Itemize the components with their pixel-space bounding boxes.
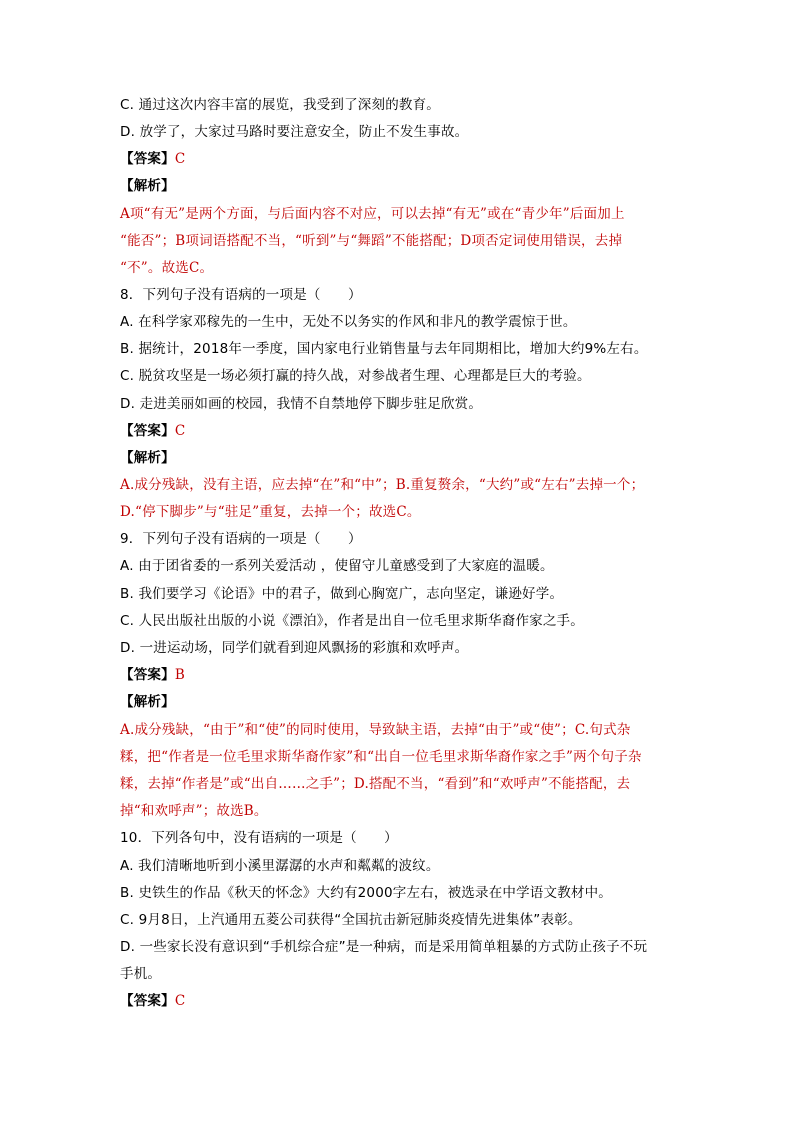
q9-answer (120, 665, 185, 685)
q10-option-c: C. 9月8日，上汽通用五菱公司获得“全国抗击新冠肺炎疫情先进集体”表彰。 (120, 912, 582, 928)
q8-analysis-line: D.“停下脚步”与“驻足”重复，去掉一个；故选C。 (120, 504, 421, 520)
answer-value: B (174, 667, 185, 683)
q8-analysis-line: A.成分残缺，没有主语，应去掉“在”和“中”；B.重复赘余，“大约”或“左右”去掉一个； (120, 477, 645, 493)
q9-analysis-line: 掉“和欢呼声”；故选B。 (120, 803, 268, 819)
q8-option-a: A. 在科学家邓稼先的一生中，无处不以务实的作风和非凡的教学震惊于世。 (120, 314, 577, 330)
q9-stem: 9．下列句子没有语病的一项是（ ） (120, 531, 362, 547)
q8-answer (120, 421, 185, 441)
q8-option-c: C. 脱贫攻坚是一场必须打赢的持久战，对参战者生理、心理都是巨大的考验。 (120, 368, 591, 384)
q9-option-c: C. 人民出版社出版的小说《漂泊》，作者是出自一位毛里求斯华裔作家之手。 (120, 613, 584, 629)
q8-option-b: B. 据统计，2018年一季度，国内家电行业销售量与去年同期相比，增加大约9%左右。 (120, 341, 648, 357)
q7-analysis-line: “不”。故选C。 (120, 260, 214, 276)
q7-analysis-line: A项“有无”是两个方面，与后面内容不对应，可以去掉“有无”或在“青少年”后面加上 (120, 206, 625, 222)
q7-answer (120, 149, 185, 169)
q9-analysis-line: 糅，去掉“作者是”或“出自……之手”；D.搭配不当，“看到”和“欢呼声”不能搭配，去 (120, 776, 631, 792)
q10-answer (120, 991, 185, 1011)
q8-option-d: D. 走进美丽如画的校园，我情不自禁地停下脚步驻足欣赏。 (120, 396, 483, 412)
q7-analysis-label: 【解析】 (120, 178, 175, 194)
answer-label: 【答案】 (120, 993, 175, 1009)
q9-option-b: B. 我们要学习《论语》中的君子，做到心胸宽广，志向坚定，谦逊好学。 (120, 586, 564, 602)
q9-analysis-line: 糅，把“作者是一位毛里求斯华裔作家”和“出自一位毛里求斯华裔作家之手”两个句子杂 (120, 749, 642, 765)
q9-option-d: D. 一进运动场，同学们就看到迎风飘扬的彩旗和欢呼声。 (120, 640, 469, 656)
q8-stem: 8．下列句子没有语病的一项是（ ） (120, 287, 362, 303)
answer-label: 【答案】 (120, 667, 175, 683)
q9-analysis-label: 【解析】 (120, 694, 175, 710)
q9-analysis-line: A.成分残缺，“由于”和“使”的同时使用，导致缺主语，去掉“由于”或“使”；C.句式杂 (120, 722, 631, 738)
q7-option-d: D. 放学了，大家过马路时要注意安全，防止不发生事故。 (120, 124, 469, 140)
q9-option-a: A. 由于团省委的一系列关爱活动 ，使留守儿童感受到了大家庭的温暖。 (120, 558, 554, 574)
q7-analysis-line: “能否”；B项词语搭配不当，“听到”与“舞蹈”不能搭配；D项否定词使用错误，去掉 (120, 233, 623, 249)
answer-value: C (174, 151, 186, 167)
answer-value: C (174, 993, 186, 1009)
q10-option-a: A. 我们清晰地听到小溪里潺潺的水声和粼粼的波纹。 (120, 858, 440, 874)
q8-analysis-label: 【解析】 (120, 450, 175, 466)
answer-value: C (174, 423, 186, 439)
q10-stem: 10．下列各句中，没有语病的一项是（ ） (120, 830, 398, 846)
q7-option-c: C. 通过这次内容丰富的展览，我受到了深刻的教育。 (120, 97, 441, 113)
q10-option-b: B. 史铁生的作品《秋天的怀念》大约有2000字左右，被选录在中学语文教材中。 (120, 885, 612, 901)
answer-label: 【答案】 (120, 151, 175, 167)
q10-option-d: D. 一些家长没有意识到“手机综合症”是一种病，而是采用简单粗暴的方式防止孩子不玩 (120, 939, 648, 955)
answer-label: 【答案】 (120, 423, 175, 439)
q10-option-d-continued: 手机。 (120, 966, 162, 982)
